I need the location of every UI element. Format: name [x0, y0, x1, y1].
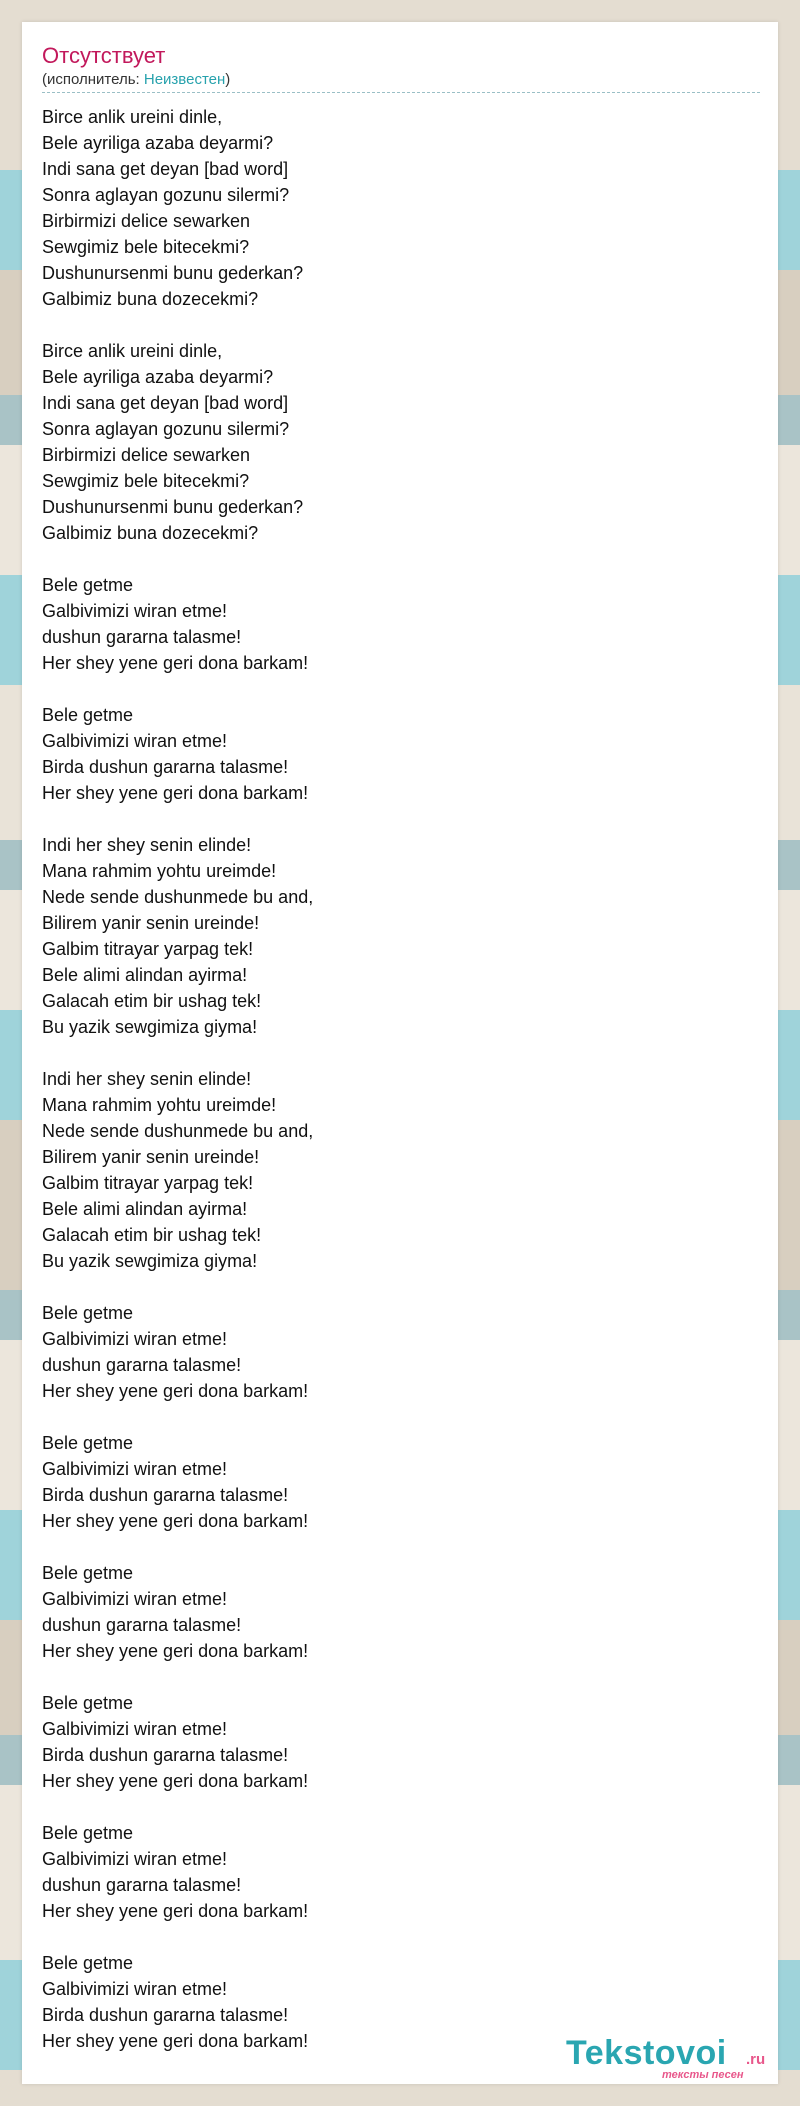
- lyric-line: Galacah etim bir ushag tek!: [42, 1225, 262, 1245]
- song-title: Отсутствует: [42, 43, 166, 68]
- lyric-line: Galacah etim bir ushag tek!: [42, 991, 262, 1011]
- lyric-line: Birce anlik ureini dinle,: [42, 107, 223, 127]
- artist-link[interactable]: Неизвестен: [143, 71, 226, 88]
- lyric-line: Birce anlik ureini dinle,: [42, 341, 223, 361]
- lyric-line: Galbivimizi wiran etme!: [42, 1589, 228, 1609]
- lyrics-text: [42, 104, 742, 2054]
- lyric-line: Galbimiz buna dozecekmi?: [42, 289, 259, 309]
- lyric-line: Her shey yene geri dona barkam!: [42, 1511, 309, 1531]
- lyric-line: Galbivimizi wiran etme!: [42, 601, 228, 621]
- lyric-line: Bele getme: [42, 575, 134, 595]
- lyric-line: Bele getme: [42, 705, 134, 725]
- byline-prefix: (исполнитель:: [42, 71, 144, 88]
- lyric-line: Her shey yene geri dona barkam!: [42, 1641, 309, 1661]
- lyric-line: Bele alimi alindan ayirma!: [42, 1199, 248, 1219]
- lyric-line: dushun gararna talasme!: [42, 627, 242, 647]
- lyric-line: Bilirem yanir senin ureinde!: [42, 913, 260, 933]
- logo-wordmark: Tekstovoi: [566, 2034, 727, 2072]
- lyric-line: Her shey yene geri dona barkam!: [42, 2031, 309, 2051]
- logo-tld: .ru: [746, 2051, 766, 2068]
- lyric-line: dushun gararna talasme!: [42, 1615, 242, 1635]
- lyric-line: Birbirmizi delice sewarken: [42, 445, 251, 465]
- lyric-line: Dushunursenmi bunu gederkan?: [42, 497, 304, 517]
- site-logo[interactable]: [566, 2034, 766, 2080]
- stanza-break: [42, 546, 742, 572]
- lyric-line: dushun gararna talasme!: [42, 1355, 242, 1375]
- lyric-line: Her shey yene geri dona barkam!: [42, 1771, 309, 1791]
- lyric-line: Galbim titrayar yarpag tek!: [42, 939, 254, 959]
- lyric-line: Birda dushun gararna talasme!: [42, 1745, 289, 1765]
- artist-byline: [42, 71, 230, 89]
- stanza-break: [42, 1274, 742, 1300]
- lyric-line: Galbivimizi wiran etme!: [42, 1979, 228, 1999]
- stanza-break: [42, 1534, 742, 1560]
- lyric-line: Mana rahmim yohtu ureimde!: [42, 861, 277, 881]
- lyric-line: Sewgimiz bele bitecekmi?: [42, 237, 250, 257]
- lyric-line: Birda dushun gararna talasme!: [42, 757, 289, 777]
- title-divider: [42, 92, 760, 93]
- lyric-line: Bele getme: [42, 1823, 134, 1843]
- stanza-break: [42, 806, 742, 832]
- lyric-line: Her shey yene geri dona barkam!: [42, 653, 309, 673]
- lyric-line: Bu yazik sewgimiza giyma!: [42, 1017, 258, 1037]
- stanza-break: [42, 676, 742, 702]
- lyric-line: dushun gararna talasme!: [42, 1875, 242, 1895]
- lyric-line: Bele getme: [42, 1433, 134, 1453]
- stanza-break: [42, 1794, 742, 1820]
- lyric-line: Sonra aglayan gozunu silermi?: [42, 419, 290, 439]
- lyric-line: Her shey yene geri dona barkam!: [42, 1901, 309, 1921]
- stanza-break: [42, 1040, 742, 1066]
- lyric-line: Her shey yene geri dona barkam!: [42, 1381, 309, 1401]
- lyric-line: Indi her shey senin elinde!: [42, 1069, 252, 1089]
- lyric-line: Galbim titrayar yarpag tek!: [42, 1173, 254, 1193]
- byline-suffix: ): [225, 71, 231, 88]
- lyric-line: Indi sana get deyan [bad word]: [42, 159, 289, 179]
- lyric-line: Galbimiz buna dozecekmi?: [42, 523, 259, 543]
- stanza-break: [42, 1924, 742, 1950]
- lyric-line: Sonra aglayan gozunu silermi?: [42, 185, 290, 205]
- logo-tagline: тексты песен: [662, 2069, 744, 2081]
- lyric-line: Galbivimizi wiran etme!: [42, 1849, 228, 1869]
- lyric-line: Birbirmizi delice sewarken: [42, 211, 251, 231]
- lyric-line: Bele ayriliga azaba deyarmi?: [42, 367, 274, 387]
- lyric-line: Bele getme: [42, 1693, 134, 1713]
- lyric-line: Bele getme: [42, 1953, 134, 1973]
- lyric-line: Bu yazik sewgimiza giyma!: [42, 1251, 258, 1271]
- lyric-line: Galbivimizi wiran etme!: [42, 1719, 228, 1739]
- stanza-break: [42, 1404, 742, 1430]
- lyric-line: Nede sende dushunmede bu and,: [42, 887, 314, 907]
- lyric-line: Indi her shey senin elinde!: [42, 835, 252, 855]
- lyric-line: Bele getme: [42, 1563, 134, 1583]
- lyric-line: Bele alimi alindan ayirma!: [42, 965, 248, 985]
- lyric-line: Bilirem yanir senin ureinde!: [42, 1147, 260, 1167]
- lyric-line: Mana rahmim yohtu ureimde!: [42, 1095, 277, 1115]
- lyric-line: Bele getme: [42, 1303, 134, 1323]
- lyric-line: Birda dushun gararna talasme!: [42, 2005, 289, 2025]
- lyric-line: Galbivimizi wiran etme!: [42, 1459, 228, 1479]
- lyric-line: Indi sana get deyan [bad word]: [42, 393, 289, 413]
- lyric-line: Bele ayriliga azaba deyarmi?: [42, 133, 274, 153]
- lyric-line: Dushunursenmi bunu gederkan?: [42, 263, 304, 283]
- lyric-line: Her shey yene geri dona barkam!: [42, 783, 309, 803]
- lyric-line: Galbivimizi wiran etme!: [42, 731, 228, 751]
- lyrics-card: [22, 22, 778, 2084]
- lyric-line: Nede sende dushunmede bu and,: [42, 1121, 314, 1141]
- lyric-line: Galbivimizi wiran etme!: [42, 1329, 228, 1349]
- stanza-break: [42, 1664, 742, 1690]
- lyric-line: Sewgimiz bele bitecekmi?: [42, 471, 250, 491]
- stanza-break: [42, 312, 742, 338]
- lyric-line: Birda dushun gararna talasme!: [42, 1485, 289, 1505]
